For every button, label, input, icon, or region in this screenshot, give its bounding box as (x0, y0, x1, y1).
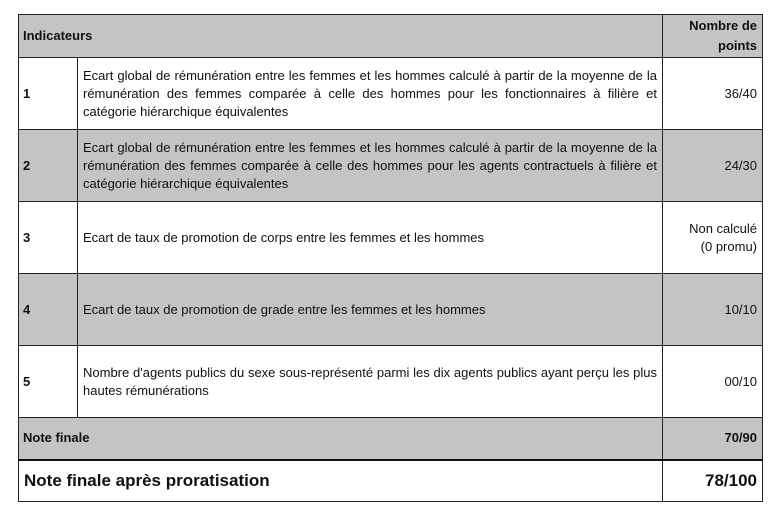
row-description: Ecart de taux de promotion de grade entre les femmes et les hommes (78, 274, 663, 346)
row-number: 5 (19, 346, 78, 418)
row-points-line-1: Non calculé (689, 220, 758, 236)
row-description: Ecart global de rémunération entre les femmes et les hommes calculé à partir de la moyenne de la rémunération des femmes comparée à celle des hommes pour les fonctionnaires à filière et catégorie hiérarchique équivalentes (78, 58, 663, 130)
row-points: 10/10 (663, 274, 763, 346)
final-score-row (19, 418, 763, 460)
row-description: Ecart de taux de promotion de corps entre les femmes et les hommes (78, 202, 663, 274)
prorated-score-value: 78/100 (663, 460, 763, 502)
final-score-value: 70/90 (663, 418, 763, 460)
prorated-score-label: Note finale après proratisation (19, 460, 663, 502)
table-row (19, 202, 763, 274)
row-points: 00/10 (663, 346, 763, 418)
row-description: Ecart global de rémunération entre les femmes et les hommes calculé à partir de la moyenne de la rémunération des femmes comparée à celle des hommes pour les agents contractuels à filière et catégorie hiérarchique équivalentes (78, 130, 663, 202)
row-points: 24/30 (663, 130, 763, 202)
row-points (663, 202, 763, 274)
table-header-row (19, 15, 763, 58)
row-number: 3 (19, 202, 78, 274)
points-header: Nombre de points (663, 15, 763, 58)
final-score-label: Note finale (19, 418, 663, 460)
indicators-header: Indicateurs (19, 15, 663, 58)
table-row (19, 274, 763, 346)
row-points-line-2: (0 promu) (700, 238, 758, 254)
row-number: 1 (19, 58, 78, 130)
row-number: 4 (19, 274, 78, 346)
row-description: Nombre d'agents publics du sexe sous-représenté parmi les dix agents publics ayant perçu les plus hautes rémunérations (78, 346, 663, 418)
row-points: 36/40 (663, 58, 763, 130)
table-row (19, 346, 763, 418)
table-row (19, 58, 763, 130)
row-number: 2 (19, 130, 78, 202)
table-row (19, 130, 763, 202)
prorated-score-row (19, 460, 763, 502)
indicators-table (18, 14, 763, 502)
